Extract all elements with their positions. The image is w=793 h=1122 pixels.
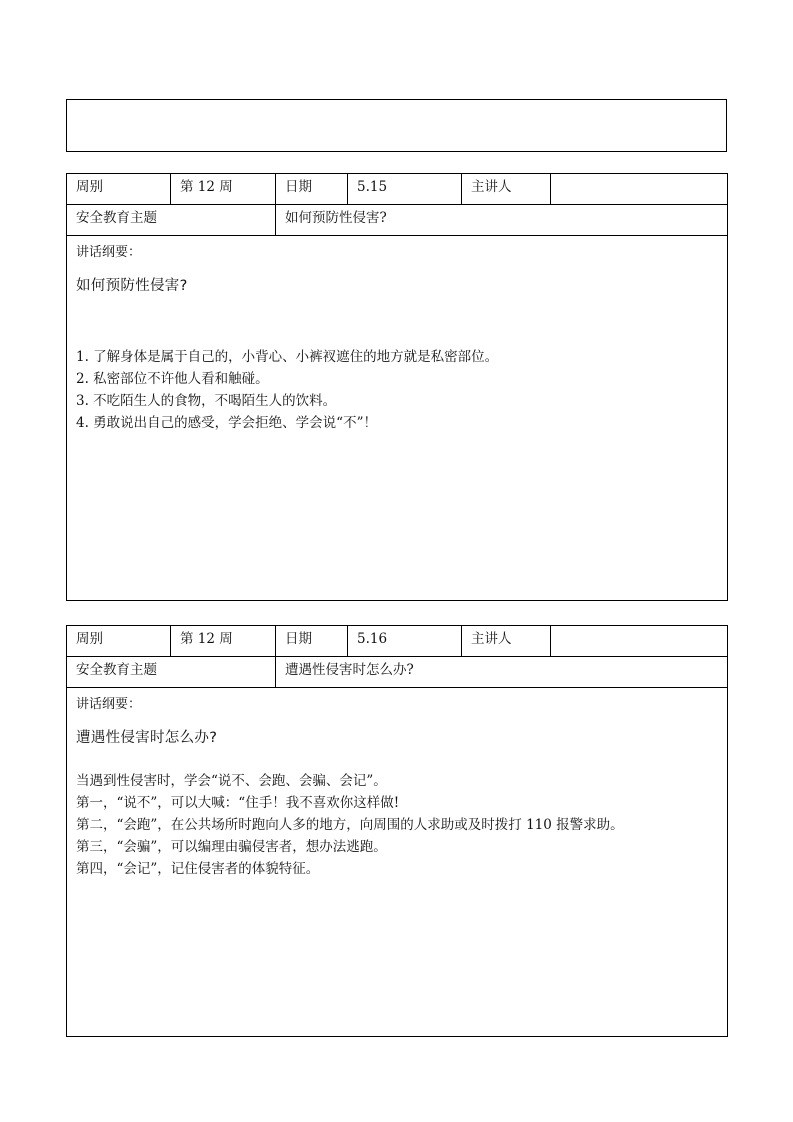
outline-lines [76,346,717,434]
outline-lines [76,770,717,880]
topic-label: 安全教育主题 [67,657,276,688]
section-heading: 遭遇性侵害时怎么办? [76,729,218,746]
speaker-value [551,626,728,657]
spacer [76,298,717,346]
safety-record-table-1 [66,173,728,601]
outline-cell [67,688,728,1037]
top-empty-box [66,99,727,152]
week-value: 第 12 周 [171,626,276,657]
outline-line: 4. 勇敢说出自己的感受，学会拒绝、学会说“不”！ [76,414,377,431]
outline-line: 第一，“说不”，可以大喊：“住手！我不喜欢你这样做! [76,794,400,811]
spacer [76,750,717,770]
speaker-label: 主讲人 [462,626,551,657]
table-row-topic [67,657,728,688]
outline-line: 当遇到性侵害时，学会“说不、会跑、会骗、会记”。 [76,772,387,789]
outline-label: 讲话纲要： [76,245,142,260]
outline-line: 第四，“会记”，记住侵害者的体貌特征。 [76,860,320,877]
date-value: 5.16 [348,626,462,657]
speaker-label: 主讲人 [462,174,551,205]
outline-line: 第三，“会骗”，可以编理由骗侵害者，想办法逃跑。 [76,838,387,855]
week-label: 周别 [67,626,171,657]
table-row-body [67,236,728,601]
week-label: 周别 [67,174,171,205]
table-row-header [67,174,728,205]
safety-record-table-2 [66,625,728,1037]
outline-line: 1. 了解身体是属于自己的，小背心、小裤衩遮住的地方就是私密部位。 [76,348,499,365]
date-label: 日期 [276,626,348,657]
topic-value: 遭遇性侵害时怎么办? [276,657,728,688]
table-row-header [67,626,728,657]
table-row-topic [67,205,728,236]
table-row-body [67,688,728,1037]
outline-line: 第二，“会跑”，在公共场所时跑向人多的地方，向周围的人求助或及时拨打 110 报警求助。 [76,816,624,833]
outline-line: 2. 私密部位不许他人看和触碰。 [76,370,269,387]
date-value: 5.15 [348,174,462,205]
date-label: 日期 [276,174,348,205]
speaker-value [551,174,728,205]
outline-label: 讲话纲要： [76,697,142,712]
topic-label: 安全教育主题 [67,205,276,236]
outline-cell [67,236,728,601]
topic-value: 如何预防性侵害? [276,205,728,236]
section-heading: 如何预防性侵害? [76,277,188,294]
week-value: 第 12 周 [171,174,276,205]
outline-line: 3. 不吃陌生人的食物，不喝陌生人的饮料。 [76,392,337,409]
